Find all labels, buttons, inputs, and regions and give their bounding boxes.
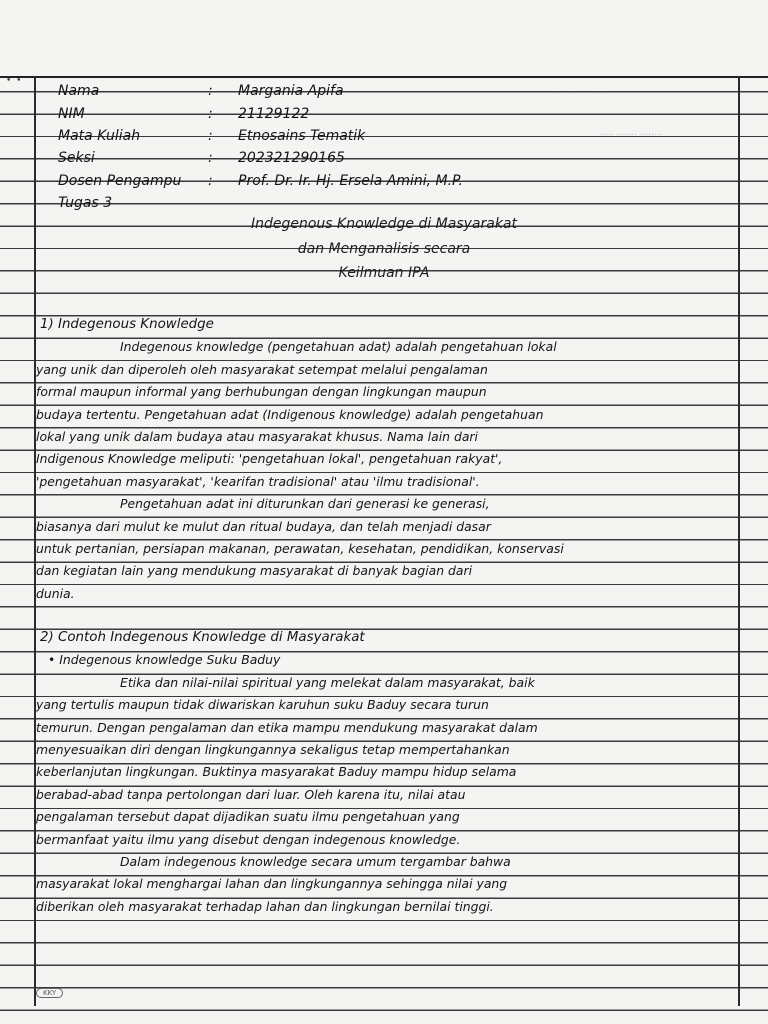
bleed-through-text: ..... ....... ........: [600, 128, 663, 138]
document-title-line-2: dan Menganalisis secara: [297, 241, 471, 257]
field-colon: :: [208, 105, 213, 122]
text-line: keberlanjutan lingkungan. Buktinya masyarakat Baduy mampu hidup selama: [36, 764, 517, 780]
field-colon: :: [208, 172, 213, 189]
section-1: [36, 314, 736, 605]
field-colon: :: [208, 127, 213, 144]
text-line: untuk pertanian, persiapan makanan, perawatan, kesehatan, pendidikan, konservasi: [36, 540, 564, 556]
student-info: [58, 80, 738, 214]
field-value: Etnosains Tematik: [238, 127, 366, 144]
text-line: diberikan oleh masyarakat terhadap lahan dan lingkungan bernilai tinggi.: [36, 898, 494, 914]
bullet-item: • Indegenous knowledge Suku Baduy: [48, 652, 281, 668]
section-heading: 1) Indegenous Knowledge: [40, 317, 214, 332]
text-line: lokal yang unik dalam budaya atau masyarakat khusus. Nama lain dari: [36, 428, 478, 444]
text-line: yang tertulis maupun tidak diwariskan karuhun suku Baduy secara turun: [36, 697, 489, 713]
text-line: Dalam indegenous knowledge secara umum tergambar bahwa: [120, 853, 511, 869]
field-value: 202321290165: [238, 150, 345, 167]
field-colon: :: [208, 150, 213, 167]
binder-dots: • •: [6, 76, 23, 86]
text-line: dan kegiatan lain yang mendukung masyarakat di banyak bagian dari: [36, 563, 473, 579]
field-row: [58, 80, 738, 102]
field-label: Mata Kuliah: [58, 127, 141, 144]
text-line: berabad-abad tanpa pertolongan dari luar. Oleh karena itu, nilai atau: [36, 786, 466, 802]
field-value: Prof. Dr. Ir. Hj. Ersela Amini, M.P.: [238, 172, 464, 189]
text-line: masyarakat lokal menghargai lahan dan lingkungannya sehingga nilai yang: [36, 876, 508, 892]
text-line: pengalaman tersebut dapat dijadikan suatu ilmu pengetahuan yang: [36, 809, 460, 825]
document-title-line-1: Indegenous Knowledge di Masyarakat: [250, 216, 518, 232]
text-line: budaya tertentu. Pengetahuan adat (Indigenous knowledge) adalah pengetahuan: [36, 406, 544, 422]
text-line: menyesuaikan diri dengan lingkungannya sekaligus tetap mempertahankan: [36, 741, 510, 757]
text-line: Indigenous Knowledge meliputi: 'pengetahuan lokal', pengetahuan rakyat',: [36, 451, 503, 467]
field-value: Margania Apifa: [238, 83, 344, 100]
field-label: Dosen Pengampu: [58, 172, 182, 189]
field-value: 21129122: [238, 105, 310, 122]
text-line: formal maupun informal yang berhubungan dengan lingkungan maupun: [36, 384, 487, 400]
field-row: [58, 102, 738, 124]
text-line: dunia.: [36, 585, 75, 601]
field-label: Seksi: [58, 150, 95, 167]
text-line: 'pengetahuan masyarakat', 'kearifan tradisional' atau 'ilmu tradisional'.: [36, 473, 480, 489]
text-line: Indegenous knowledge (pengetahuan adat) adalah pengetahuan lokal: [120, 339, 557, 355]
text-line: biasanya dari mulut ke mulut dan ritual budaya, dan telah menjadi dasar: [36, 518, 491, 534]
top-rule: [0, 76, 768, 78]
bleed-through-text: ......... ..... ........: [540, 86, 609, 96]
document-title-line-3: Keilmuan IPA: [338, 265, 430, 281]
text-line: temurun. Dengan pengalaman dan etika mampu mendukung masyarakat dalam: [36, 719, 538, 735]
field-row: [58, 192, 738, 214]
page-footer-mark: KKY: [36, 988, 63, 998]
field-label: Tugas 3: [58, 195, 113, 212]
field-label: NIM: [58, 105, 85, 122]
text-line: bermanfaat yaitu ilmu yang disebut dengan indegenous knowledge.: [36, 831, 461, 847]
field-label: Nama: [58, 83, 100, 100]
section-heading: 2) Contoh Indegenous Knowledge di Masyarakat: [40, 630, 365, 645]
field-row: [58, 125, 738, 147]
section-2: [36, 627, 736, 918]
field-row: [58, 170, 738, 192]
field-colon: :: [208, 83, 213, 100]
field-row: [58, 147, 738, 169]
text-line: Etika dan nilai-nilai spiritual yang melekat dalam masyarakat, baik: [120, 674, 535, 690]
text-line: Pengetahuan adat ini diturunkan dari generasi ke generasi,: [120, 496, 490, 512]
text-line: yang unik dan diperoleh oleh masyarakat setempat melalui pengalaman: [36, 361, 488, 377]
